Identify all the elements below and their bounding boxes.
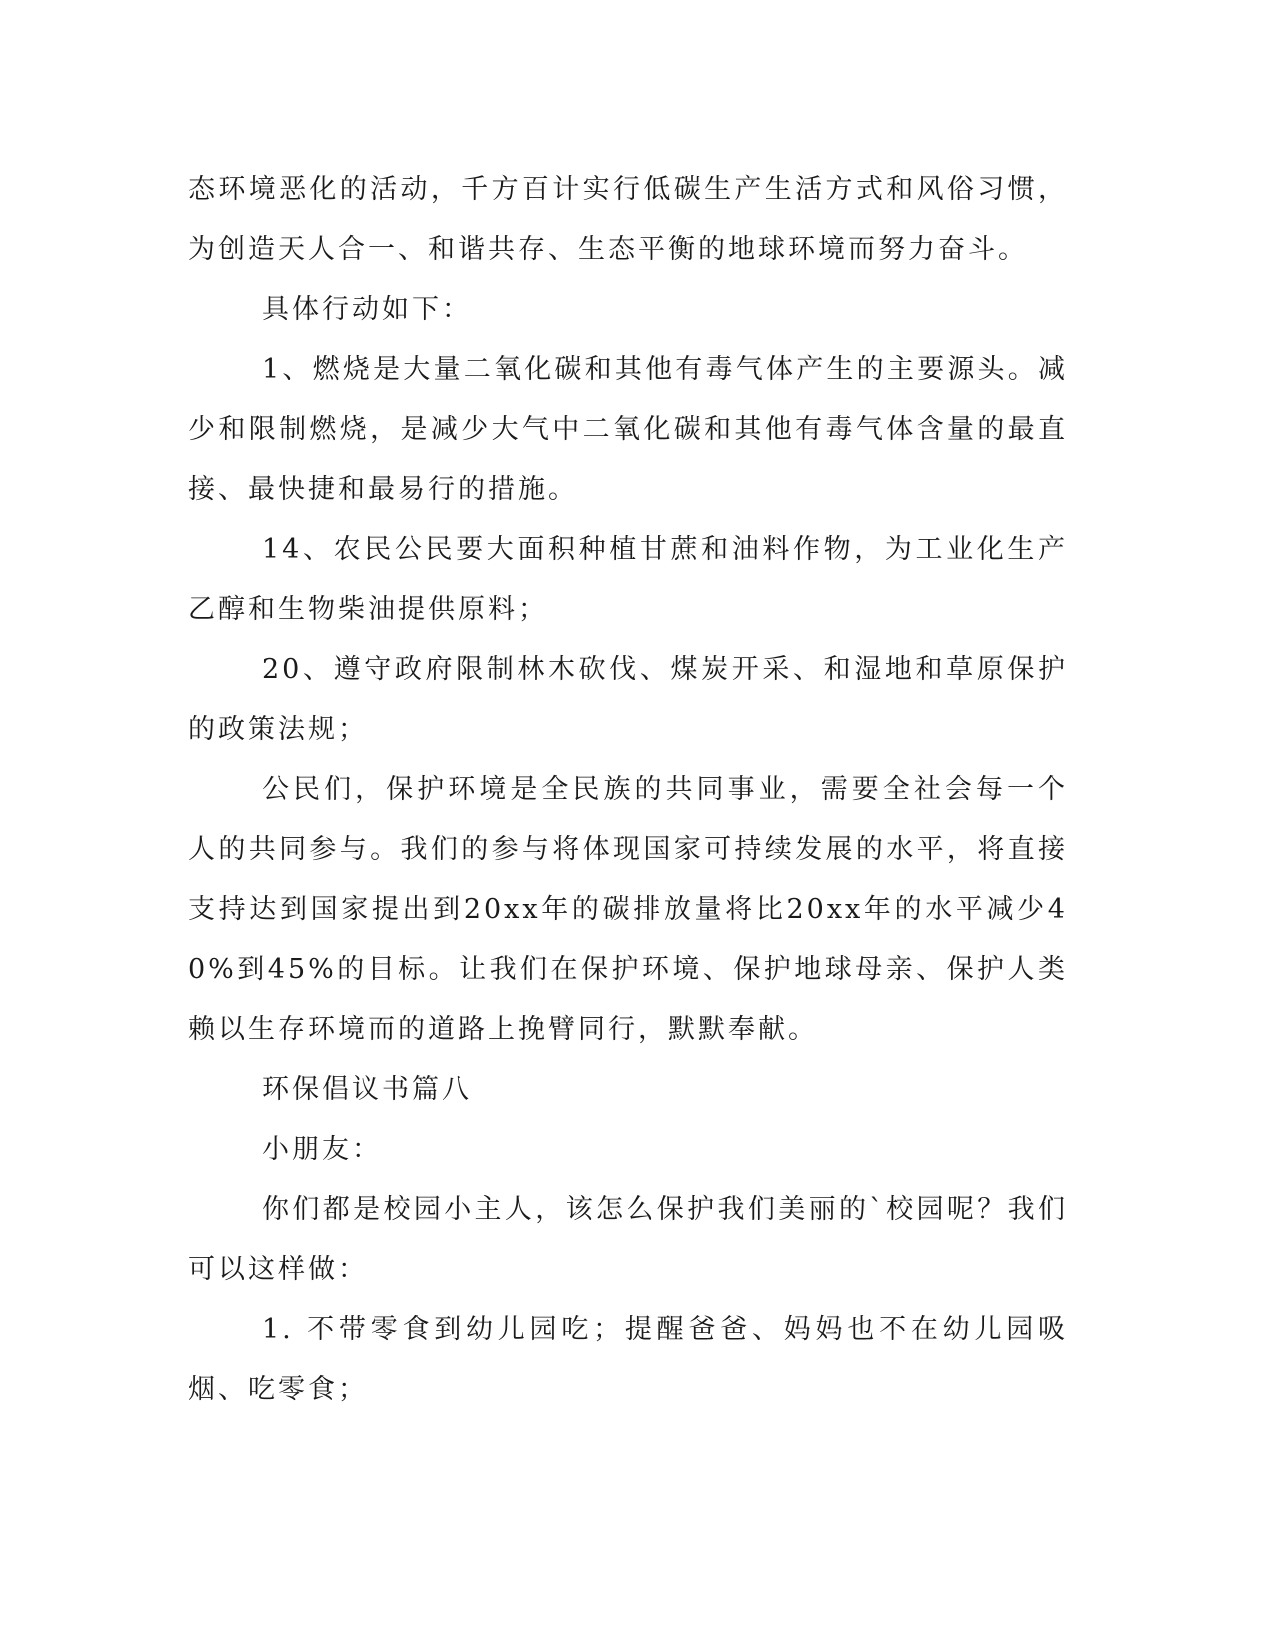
paragraph-item-20: 20、遵守政府限制林木砍伐、煤炭开采、和湿地和草原保护的政策法规；	[188, 654, 1068, 745]
paragraph-appeal: 公民们，保护环境是全民族的共同事业，需要全社会每一个人的共同参与。我们的参与将体现国家可持续发展的水平，将直接支持达到国家提出到20xx年的碳排放量将比20xx年的水平减少40%到45%的目标。让我们在保护环境、保护地球母亲、保护人类赖以生存环境而的道路上挽臂同行，默默奉献。	[188, 774, 1068, 1045]
document-body	[188, 160, 1068, 1420]
salutation: 小朋友：	[262, 1134, 382, 1165]
section-title: 环保倡议书篇八	[262, 1074, 472, 1105]
paragraph-intro: 你们都是校园小主人，该怎么保护我们美丽的`校园呢？我们可以这样做：	[188, 1194, 1068, 1285]
paragraph-rule-1: 1. 不带零食到幼儿园吃；提醒爸爸、妈妈也不在幼儿园吸烟、吃零食；	[188, 1314, 1068, 1405]
paragraph-item-14: 14、农民公民要大面积种植甘蔗和油料作物，为工业化生产乙醇和生物柴油提供原料；	[188, 534, 1068, 625]
paragraph-item-1: 1、燃烧是大量二氧化碳和其他有毒气体产生的主要源头。减少和限制燃烧，是减少大气中二氧化碳和其他有毒气体含量的最直接、最快捷和最易行的措施。	[188, 354, 1068, 505]
paragraph-actions-heading: 具体行动如下：	[262, 294, 472, 325]
paragraph-continuation: 态环境恶化的活动，千方百计实行低碳生产生活方式和风俗习惯，为创造天人合一、和谐共存、生态平衡的地球环境而努力奋斗。	[188, 174, 1068, 265]
